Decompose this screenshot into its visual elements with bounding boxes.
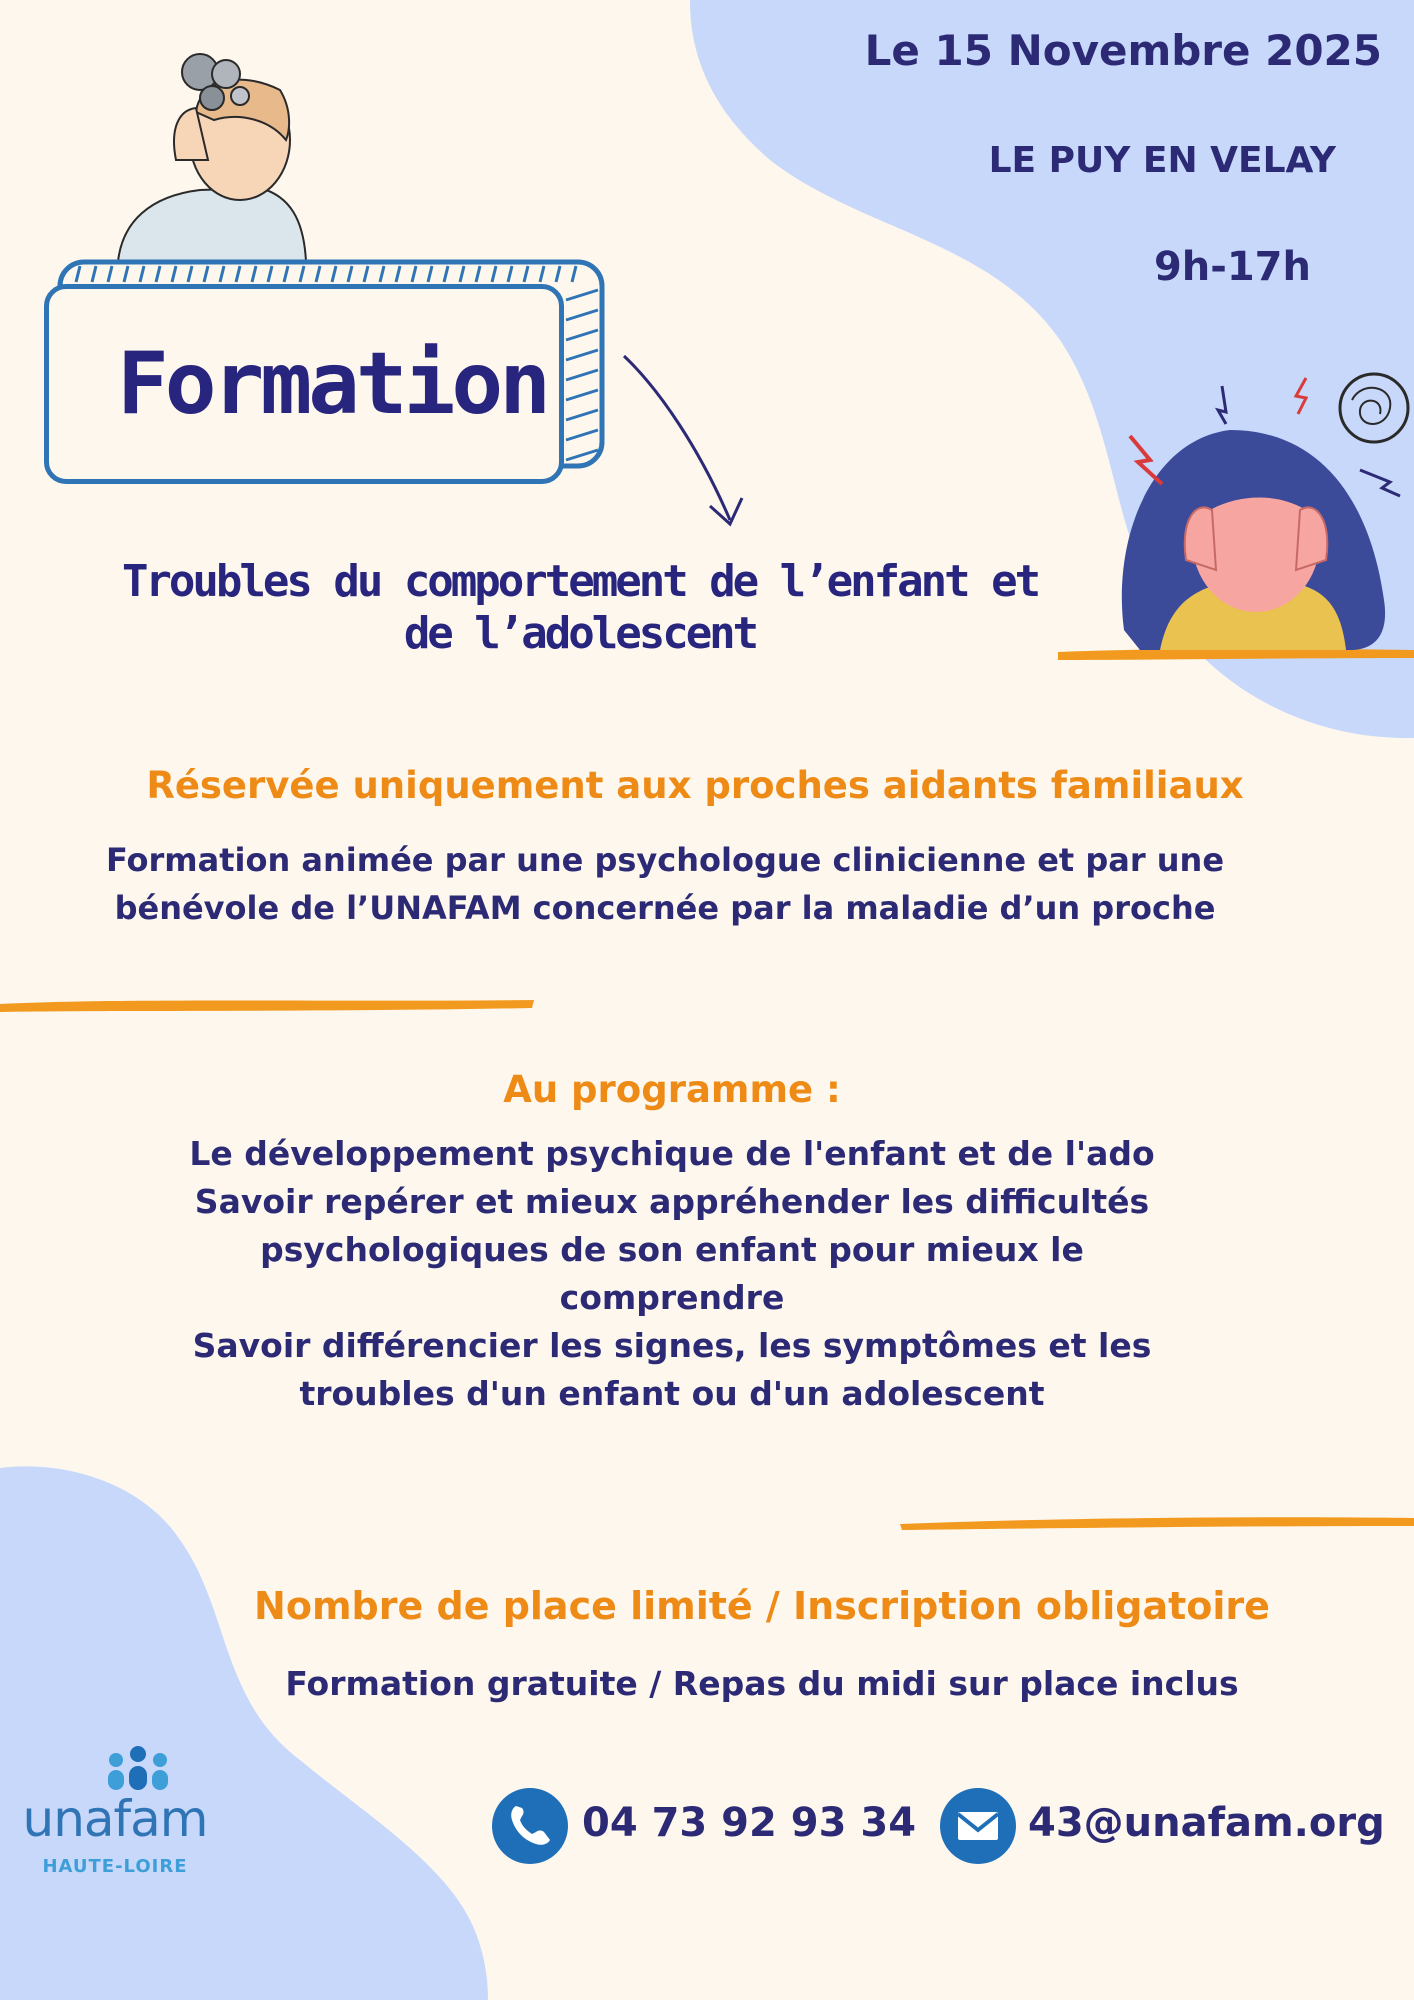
- phone-number[interactable]: 04 73 92 93 34: [582, 1800, 917, 1846]
- formation-title-box: [44, 284, 564, 484]
- brush-stroke-left: [0, 1000, 534, 1012]
- arrow-icon: [624, 356, 742, 524]
- event-hours: 9h-17h: [1153, 244, 1311, 290]
- trainers-description: Formation animée par une psychologue clinicienne et par une bénévole de l’UNAFAM concernée par la maladie d’un proche: [105, 841, 1225, 927]
- email-address[interactable]: 43@unafam.org: [1028, 1800, 1385, 1846]
- brush-stroke-right: [900, 1517, 1414, 1530]
- page-title: Formation: [117, 334, 547, 434]
- phone-icon[interactable]: [492, 1788, 568, 1864]
- programme-item: Savoir différencier les signes, les symptômes et les troubles d'un enfant ou d'un adolescent: [192, 1326, 1152, 1413]
- programme-item: Savoir repérer et mieux appréhender les difficultés psychologiques de son enfant pour mieux le comprendre: [194, 1182, 1150, 1317]
- training-subtitle: Troubles du comportement de l’enfant et de l’adolescent: [121, 556, 1039, 659]
- envelope-icon[interactable]: [940, 1788, 1016, 1864]
- audience-heading: Réservée uniquement aux proches aidants familiaux: [146, 764, 1244, 807]
- programme-list: [150, 1130, 1194, 1418]
- logo-wordmark: unafam: [22, 1790, 208, 1848]
- programme-item: Le développement psychique de l'enfant et de l'ado: [189, 1134, 1155, 1173]
- blob-bottom-left: [0, 1466, 488, 2000]
- event-date: Le 15 Novembre 2025: [864, 26, 1382, 75]
- stressed-man-illustration: [118, 54, 306, 262]
- event-city: LE PUY EN VELAY: [988, 140, 1336, 181]
- logo-region: HAUTE-LOIRE: [42, 1856, 188, 1877]
- registration-heading: Nombre de place limité / Inscription obligatoire: [254, 1584, 1270, 1628]
- programme-heading: Au programme :: [503, 1068, 841, 1111]
- registration-details: Formation gratuite / Repas du midi sur place inclus: [285, 1664, 1239, 1703]
